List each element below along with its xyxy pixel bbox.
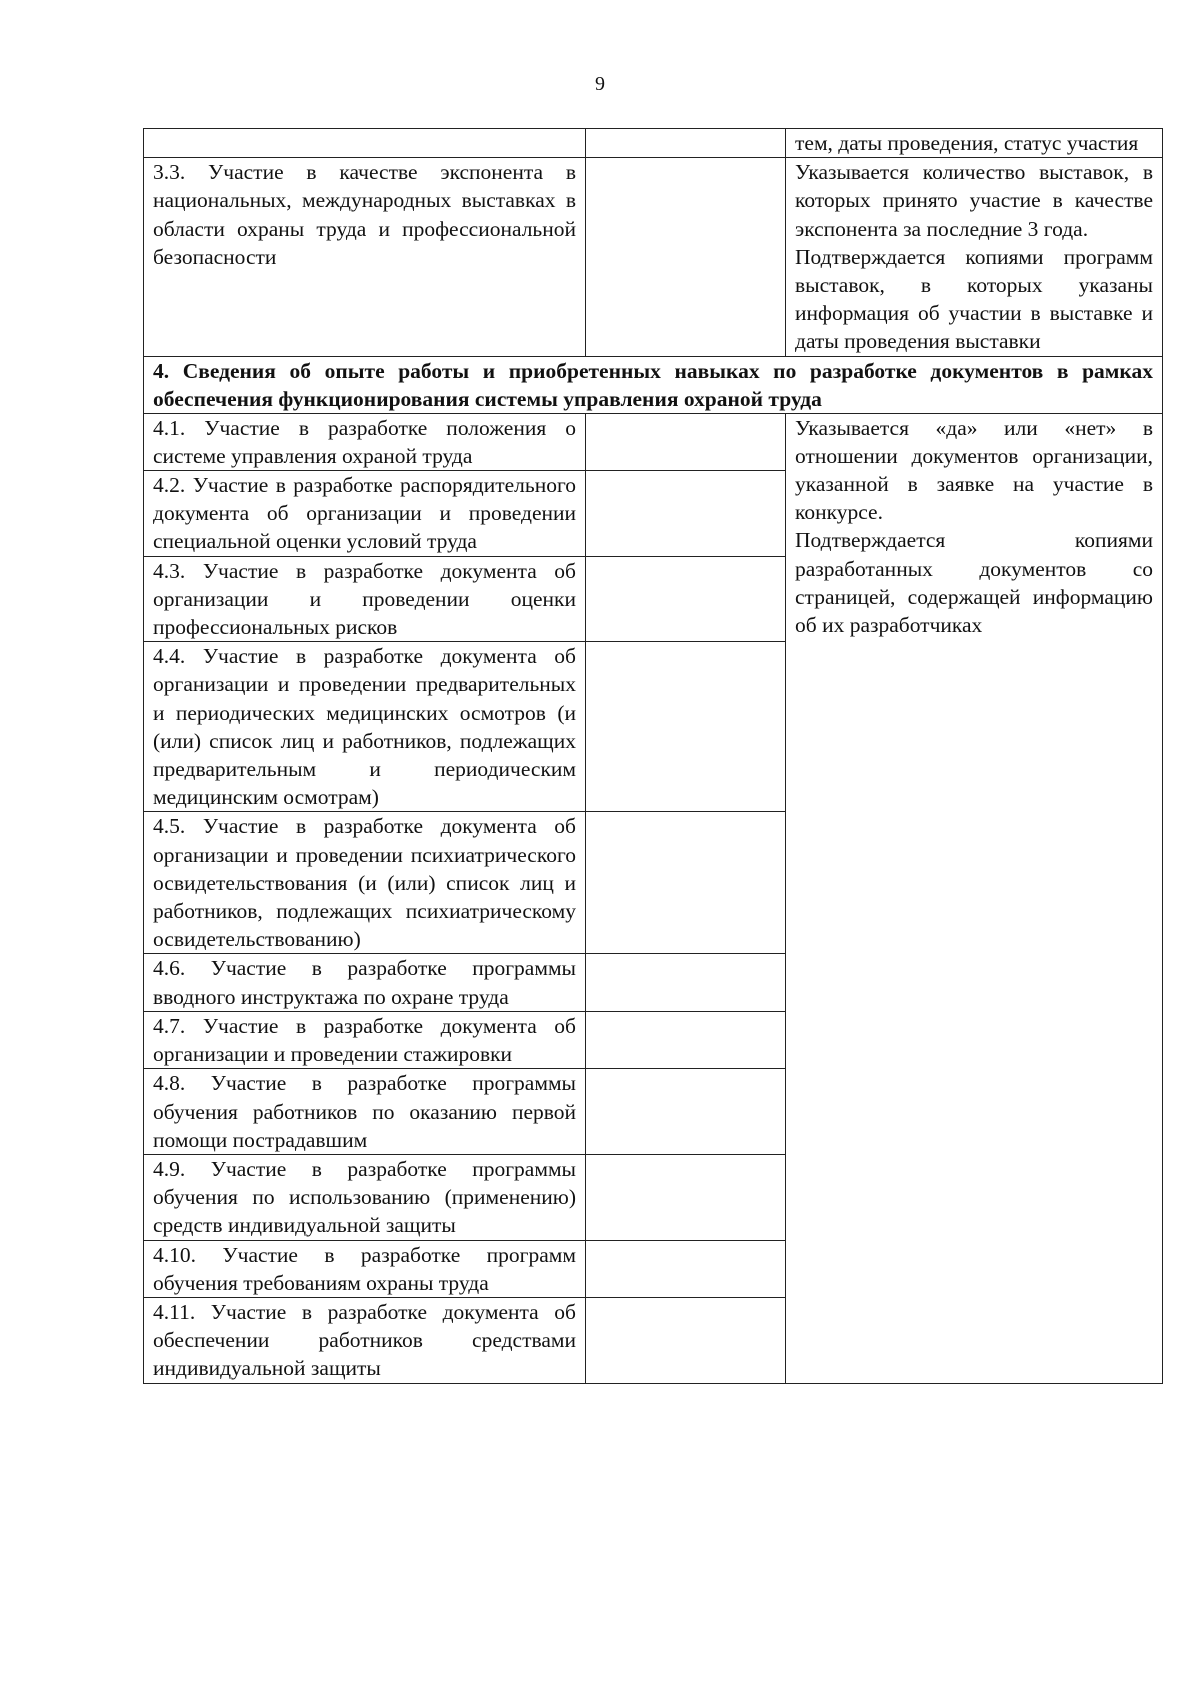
table-row-4-1 bbox=[144, 413, 1163, 470]
value-cell[interactable] bbox=[586, 1297, 786, 1383]
note-cell bbox=[786, 158, 1163, 356]
table-row-3-3 bbox=[144, 158, 1163, 356]
note-paragraph: Указывается количество выставок, в которых принято участие в качестве экспонента за последние 3 года. bbox=[795, 160, 1153, 241]
value-cell[interactable] bbox=[586, 1011, 786, 1068]
table-row-continuation bbox=[144, 129, 1163, 158]
value-cell[interactable] bbox=[586, 413, 786, 470]
section-heading-row bbox=[144, 356, 1163, 413]
note-paragraph: Подтверждается копиями разработанных документов со страницей, содержащей информацию об их разработчиках bbox=[795, 528, 1153, 638]
value-cell[interactable] bbox=[586, 1240, 786, 1297]
note-cell bbox=[786, 413, 1163, 1383]
value-cell[interactable] bbox=[586, 471, 786, 557]
criterion-cell: 4.11. Участие в разработке документа об обеспечении работников средствами индивидуальной защиты bbox=[144, 1297, 586, 1383]
criterion-cell: 3.3. Участие в качестве экспонента в национальных, международных выставках в области охраны труда и профессиональной безопасности bbox=[144, 158, 586, 356]
criterion-cell: 4.6. Участие в разработке программы вводного инструктажа по охране труда bbox=[144, 954, 586, 1011]
value-cell[interactable] bbox=[586, 158, 786, 356]
criterion-cell: 4.4. Участие в разработке документа об организации и проведении предварительных и периодических медицинских осмотров (и (или) список лиц и работников, подлежащих предварительным и периодическим медицинским осмотрам) bbox=[144, 642, 586, 812]
note-paragraph: Подтверждается копиями программ выставок, в которых указаны информация об участии в выставке и даты проведения выставки bbox=[795, 244, 1153, 354]
note-cell: тем, даты проведения, статус участия bbox=[786, 129, 1163, 158]
criterion-cell: 4.3. Участие в разработке документа об организации и проведении оценки профессиональных рисков bbox=[144, 556, 586, 642]
criterion-cell: 4.8. Участие в разработке программы обучения работников по оказанию первой помощи пострадавшим bbox=[144, 1069, 586, 1155]
section-heading: 4. Сведения об опыте работы и приобретенных навыках по разработке документов в рамках обеспечения функционирования системы управления охраной труда bbox=[144, 356, 1163, 413]
value-cell[interactable] bbox=[586, 812, 786, 954]
criterion-cell: 4.1. Участие в разработке положения о системе управления охраной труда bbox=[144, 413, 586, 470]
criterion-cell: 4.5. Участие в разработке документа об организации и проведении психиатрического освидетельствования (и (или) список лиц и работников, подлежащих психиатрическому освидетельствованию) bbox=[144, 812, 586, 954]
criterion-cell: 4.10. Участие в разработке программ обучения требованиям охраны труда bbox=[144, 1240, 586, 1297]
note-paragraph: Указывается «да» или «нет» в отношении документов организации, указанной в заявке на участие в конкурсе. bbox=[795, 415, 1153, 525]
value-cell[interactable] bbox=[586, 556, 786, 642]
criterion-cell bbox=[144, 129, 586, 158]
criterion-cell: 4.7. Участие в разработке документа об организации и проведении стажировки bbox=[144, 1011, 586, 1068]
criterion-cell: 4.9. Участие в разработке программы обучения по использованию (применению) средств индивидуальной защиты bbox=[144, 1154, 586, 1240]
value-cell[interactable] bbox=[586, 129, 786, 158]
criteria-table bbox=[143, 128, 1163, 1384]
page-number: 9 bbox=[595, 73, 605, 95]
value-cell[interactable] bbox=[586, 954, 786, 1011]
value-cell[interactable] bbox=[586, 642, 786, 812]
value-cell[interactable] bbox=[586, 1069, 786, 1155]
criterion-cell: 4.2. Участие в разработке распорядительного документа об организации и проведении специальной оценки условий труда bbox=[144, 471, 586, 557]
value-cell[interactable] bbox=[586, 1154, 786, 1240]
